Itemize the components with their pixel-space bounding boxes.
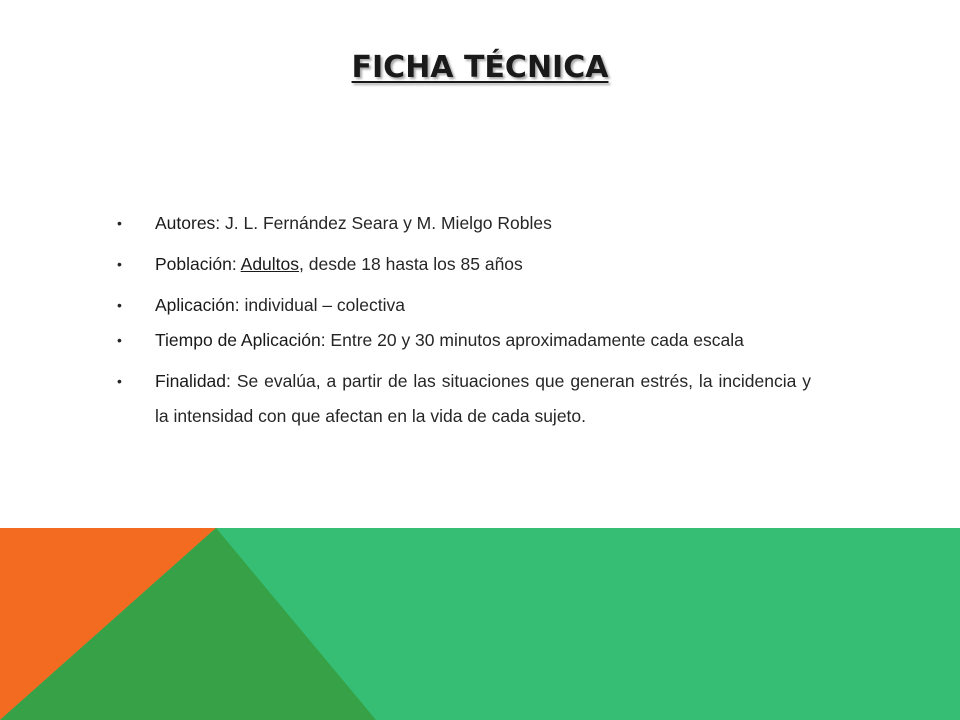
item-text: individual – colectiva (239, 295, 406, 315)
item-text: J. L. Fernández Seara y M. Mielgo Robles (220, 213, 552, 233)
slide-title: FICHA TÉCNICA (351, 50, 609, 85)
bullet-icon: • (117, 256, 122, 272)
list-item (117, 364, 811, 434)
item-label: Finalidad: (155, 371, 231, 391)
item-label: Aplicación: (155, 295, 240, 315)
list-item (117, 206, 811, 241)
list-item (117, 323, 811, 358)
item-text: desde 18 hasta los 85 años (303, 254, 523, 274)
item-label: Tiempo de Aplicación: (155, 330, 326, 350)
item-text: Se evalúa, a partir de las situaciones que generan estrés, la incidencia y la intensidad con que afectan en la vida de cada sujeto. (155, 371, 811, 426)
bullet-icon: • (117, 373, 122, 389)
bullet-icon: • (117, 297, 122, 313)
item-text: Entre 20 y 30 minutos aproximadamente cada escala (325, 330, 744, 350)
item-label: Población: (155, 254, 237, 274)
list-item (117, 288, 811, 323)
decorative-footer-shapes (0, 528, 960, 720)
bullet-list (117, 206, 811, 434)
bullet-icon: • (117, 215, 122, 231)
bullet-icon: • (117, 332, 122, 348)
item-label: Autores: (155, 213, 221, 233)
list-item (117, 247, 811, 282)
item-label-secondary: Adultos, (240, 254, 304, 274)
